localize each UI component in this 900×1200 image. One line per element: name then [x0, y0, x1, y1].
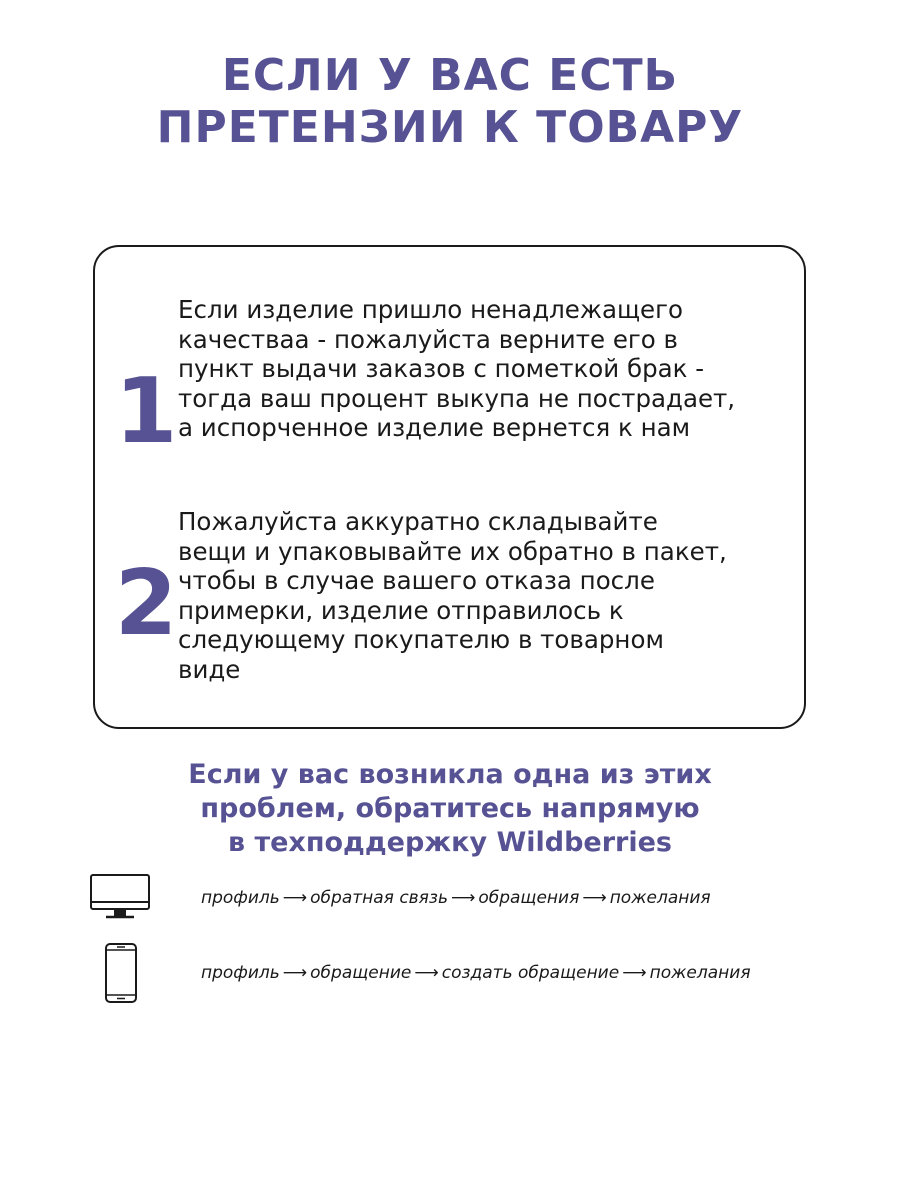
mobile-path-step: пожелания: [649, 963, 751, 983]
mobile-path-row: [0, 940, 900, 1006]
desktop-path-step: обращения: [478, 888, 580, 908]
instructions-card: [93, 245, 806, 729]
title-line-2: ПРЕТЕНЗИИ К ТОВАРУ: [156, 102, 744, 153]
desktop-monitor-icon: [89, 872, 151, 922]
arrow-right-icon: ⟶: [582, 888, 607, 908]
mobile-path: [201, 962, 751, 984]
step-text-1: [178, 295, 798, 443]
mobile-path-step: создать обращение: [441, 963, 620, 983]
step-2-line: виде: [178, 654, 241, 684]
step-1-line: пункт выдачи заказов с пометкой брак -: [178, 354, 705, 383]
title-line-1: ЕСЛИ У ВАС ЕСТЬ: [221, 50, 679, 101]
step-1-line: Если изделие пришло ненадлежащего: [178, 295, 683, 324]
step-1-line: качестваа - пожалуйста верните его в: [178, 324, 679, 354]
step-2-line: Пожалуйста аккуратно складывайте: [178, 507, 658, 536]
step-1-line: а испорченное изделие вернется к нам: [178, 413, 691, 442]
mobile-path-step: профиль: [201, 963, 280, 983]
support-line-3: в техподдержку Wildberries: [227, 827, 673, 858]
support-heading: [0, 758, 900, 860]
arrow-right-icon: ⟶: [282, 888, 308, 908]
desktop-path-step: пожелания: [609, 888, 711, 908]
desktop-path: [201, 887, 711, 909]
step-2-line: примерки, изделие отправилось к: [178, 595, 624, 625]
support-line-2: проблем, обратитесь напрямую: [200, 793, 700, 824]
step-2-line: следующему покупателю в товарном: [178, 625, 664, 654]
step-text-2: [178, 507, 798, 684]
arrow-right-icon: ⟶: [622, 963, 647, 983]
smartphone-icon: [104, 942, 138, 1004]
step-2-line: вещи и упаковывайте их обратно в пакет,: [178, 536, 727, 566]
support-line-1: Если у вас возникла одна из этих: [188, 759, 712, 790]
step-number-2: 2: [114, 551, 178, 656]
mobile-path-step: обращение: [310, 963, 412, 983]
desktop-path-step: обратная связь: [310, 888, 448, 908]
step-2-line: чтобы в случае вашего отказа после: [178, 566, 655, 595]
step-number-1: 1: [114, 359, 178, 464]
arrow-right-icon: ⟶: [282, 963, 308, 983]
arrow-right-icon: ⟶: [414, 963, 439, 983]
page-title: [0, 50, 900, 154]
step-1-line: тогда ваш процент выкупа не пострадает,: [178, 383, 736, 413]
desktop-path-step: профиль: [201, 888, 280, 908]
arrow-right-icon: ⟶: [450, 888, 476, 908]
desktop-path-row: [0, 872, 900, 924]
